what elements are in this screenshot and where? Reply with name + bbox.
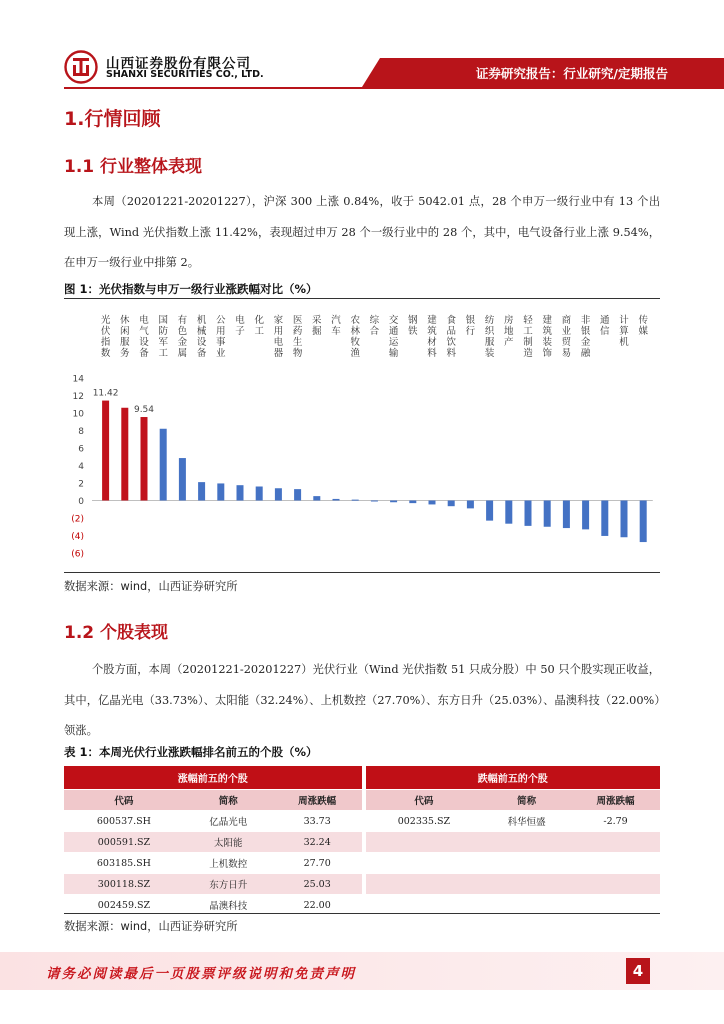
cell-code-down [366,853,483,874]
bar [141,417,148,500]
bar [582,501,589,530]
x-category-label: 色 [177,326,188,337]
x-category-label: 伏 [100,326,111,337]
x-category-label: 用 [273,326,284,337]
cell-code-down [366,874,483,895]
bar [179,458,186,500]
table-row [64,811,660,832]
x-category-label: 有 [177,315,188,326]
y-tick-label: 12 [72,392,84,402]
x-category-label: 设 [139,337,149,348]
x-category-label: 输 [388,348,399,359]
cell-name-down [482,832,571,853]
x-category-label: 商 [561,315,572,326]
x-category-label: 传 [638,315,648,326]
table-row [64,853,660,874]
y-tick-label: (6) [71,549,84,560]
x-category-label: 筑 [427,326,437,337]
x-category-label: 指 [100,337,111,348]
footer-disclaimer: 请务必阅读最后一页股票评级说明和免责声明 [46,966,356,982]
cell-name-down [482,874,571,895]
x-category-label: 料 [427,348,437,359]
x-category-label: 电 [273,337,284,348]
y-tick-label: 14 [72,374,84,385]
cell-name-down [482,853,571,874]
x-category-label: 服 [120,337,130,348]
bar [448,501,455,507]
x-category-label: 建 [427,315,437,326]
cell-code: 603185.SH [64,853,184,874]
bar-chart [64,305,660,567]
company-name-cn: 山西证券股份有限公司 [106,56,251,72]
x-category-label: 通 [388,326,399,337]
x-category-label: 银 [465,315,476,326]
x-category-label: 车 [331,326,341,337]
x-category-label: 建 [542,315,552,326]
table-title: 表 1：本周光伏行业涨跌幅排名前五的个股（%） [64,745,318,759]
x-category-label: 业 [216,348,226,359]
x-category-label: 饰 [542,348,552,359]
cell-code: 002459.SZ [64,895,184,916]
x-category-label: 钢 [408,315,418,326]
cell-pct: 33.73 [273,811,362,832]
bar [352,500,359,501]
table-group-header [64,766,660,790]
x-category-label: 公 [216,315,226,326]
bar [429,501,436,505]
x-category-label: 医 [292,315,303,326]
x-category-label: 用 [216,326,226,337]
x-category-label: 地 [504,326,514,337]
figure-title-rule [64,298,660,299]
x-category-label: 设 [196,337,207,348]
cell-code-down: 002335.SZ [366,811,483,832]
x-category-label: 林 [350,326,360,337]
x-category-label: 防 [158,326,168,337]
x-category-label: 纺 [484,315,495,326]
x-category-label: 务 [120,348,130,359]
bar [333,499,340,501]
cell-pct: 22.00 [273,895,362,916]
x-category-label: 业 [561,326,572,337]
bar [371,501,378,502]
x-category-label: 物 [292,348,303,359]
cell-pct: 25.03 [273,874,362,895]
cell-code: 000591.SZ [64,832,184,853]
x-category-label: 气 [139,326,149,337]
col-code-down: 代码 [366,790,483,811]
x-category-label: 牧 [350,337,360,348]
x-category-label: 药 [292,326,303,337]
col-name-down: 简称 [482,790,571,811]
header-band-accent [362,58,380,87]
x-category-label: 子 [235,326,245,337]
y-tick-label: 0 [78,497,84,507]
x-category-label: 食 [446,315,456,326]
x-category-label: 运 [388,337,399,348]
y-tick-label: (2) [71,514,84,525]
cell-name: 晶澳科技 [184,895,273,916]
group-bottom-label: 跌幅前五的个股 [366,766,660,790]
x-category-label: 事 [216,337,226,348]
company-logo [64,50,274,86]
header-divider [64,87,724,89]
x-category-label: 合 [369,326,380,337]
x-category-label: 交 [388,315,399,326]
y-tick-label: 8 [78,427,84,437]
cell-name: 上机数控 [184,853,273,874]
x-category-label: 装 [542,337,552,348]
bar [467,501,474,509]
x-category-label: 媒 [638,326,648,337]
bar [544,501,551,527]
group-top-label: 涨幅前五的个股 [64,766,362,790]
page-number: 4 [626,958,650,984]
y-tick-label: 4 [78,462,84,472]
company-name-en: SHANXI SECURITIES CO., LTD. [106,69,264,80]
figure-title: 图 1：光伏指数与申万一级行业涨跌幅对比（%） [64,282,318,296]
bar [102,401,109,501]
table-row [64,832,660,853]
cell-pct: 27.70 [273,853,362,874]
cell-pct-down [571,832,660,853]
x-category-label: 轻 [523,315,533,326]
company-logo-icon [64,50,98,84]
section-heading-1-1: 1.1 行业整体表现 [64,157,203,177]
x-category-label: 材 [427,337,437,348]
x-category-label: 国 [158,315,168,326]
x-category-label: 计 [619,315,629,326]
table-column-header [64,790,660,811]
bar [198,482,205,500]
table-bottom-rule [64,913,660,914]
x-category-label: 通 [600,315,610,326]
x-category-label: 服 [484,337,495,348]
bar [390,501,397,503]
x-category-label: 银 [580,326,591,337]
data-label: 9.54 [133,405,155,416]
bar [563,501,570,529]
col-pct: 周涨跌幅 [273,790,362,811]
x-category-label: 饮 [446,337,456,348]
cell-pct-down [571,874,660,895]
x-category-label: 休 [120,315,130,326]
y-tick-label: (4) [71,532,84,542]
x-category-label: 易 [561,348,572,359]
x-category-label: 采 [312,315,322,326]
x-category-label: 制 [523,337,533,348]
x-category-label: 汽 [331,315,341,326]
x-category-label: 织 [484,326,495,337]
x-category-label: 工 [254,326,264,337]
section-heading-1-2: 1.2 个股表现 [64,623,169,643]
x-category-label: 机 [619,337,629,348]
x-category-label: 备 [196,348,207,359]
x-category-label: 装 [484,348,495,359]
report-type: 证券研究报告：行业研究/定期报告 [475,66,668,81]
stock-ranking-table [64,766,660,916]
bar [217,483,224,500]
x-category-label: 融 [580,348,591,359]
cell-pct: 32.24 [273,832,362,853]
x-category-label: 金 [580,337,591,348]
paragraph-industry: 本周（20201221-20201227），沪深 300 上涨 0.84%，收于 5042.01 点，28 个申万一级行业中有 13 个出现上涨，Wind 光伏指数上涨 11.42%，表现超过申万 28 个一级行业中的 28 个，其中，电气设备行业上涨 9.54%，在申万一级行业中排第 2。 [64,195,660,269]
x-category-label: 家 [273,315,284,326]
bar [409,501,416,504]
bar [601,501,608,536]
cell-name: 亿晶光电 [184,811,273,832]
x-category-label: 金 [177,337,188,348]
table-row [64,874,660,895]
y-tick-label: 6 [78,444,84,455]
cell-code: 600537.SH [64,811,184,832]
x-category-label: 备 [139,348,149,359]
x-category-label: 属 [177,348,188,359]
x-category-label: 光 [100,315,111,326]
x-category-label: 铁 [408,326,418,337]
paragraph-stocks: 个股方面，本周（20201221-20201227）光伏行业（Wind 光伏指数 51 只成分股）中 50 只个股实现正收益，其中，亿晶光电（33.73%）、太阳能（32.24%）、上机数控（27.70%）、东方日升（25.03%）、晶澳科技（22.00%）领涨。 [64,663,660,737]
x-category-label: 机 [196,315,207,326]
bar [275,488,282,500]
x-category-label: 军 [158,337,168,348]
cell-name: 太阳能 [184,832,273,853]
x-category-label: 产 [504,337,514,348]
cell-name-down: 科华恒盛 [482,811,571,832]
section-heading-1: 1.行情回顾 [64,108,161,130]
cell-code-down [366,832,483,853]
x-category-label: 造 [523,348,533,359]
x-category-label: 渔 [350,348,360,359]
x-category-label: 品 [446,326,456,337]
col-pct-down: 周涨跌幅 [571,790,660,811]
bar [313,496,320,500]
bar [486,501,493,521]
x-category-label: 贸 [561,337,572,348]
x-category-label: 工 [158,348,168,359]
table-source: 数据来源：wind，山西证券研究所 [64,920,238,933]
cell-pct-down: -2.79 [571,811,660,832]
x-category-label: 非 [580,315,591,326]
bar [525,501,532,526]
col-code: 代码 [64,790,184,811]
y-tick-label: 2 [78,479,84,490]
cell-name: 东方日升 [184,874,273,895]
x-category-label: 行 [465,326,476,337]
figure-bottom-rule [64,572,660,573]
y-tick-label: 10 [72,409,84,420]
x-category-label: 数 [100,348,111,359]
x-category-label: 械 [196,326,207,337]
bar [121,408,128,501]
bar [237,485,244,500]
x-category-label: 电 [139,315,149,326]
x-category-label: 掘 [312,326,322,337]
col-name: 简称 [184,790,273,811]
x-category-label: 工 [523,326,533,337]
x-category-label: 闲 [120,326,130,337]
bar [621,501,628,538]
bar [256,487,263,501]
x-category-label: 筑 [542,326,552,337]
x-category-label: 料 [446,348,456,359]
x-category-label: 生 [292,337,303,348]
x-category-label: 电 [235,315,245,326]
figure-source: 数据来源：wind，山西证券研究所 [64,580,238,593]
data-label: 11.42 [92,388,119,399]
cell-code: 300118.SZ [64,874,184,895]
bar [160,429,167,501]
bar [505,501,512,524]
x-category-label: 房 [504,315,514,326]
x-category-label: 信 [600,326,610,337]
cell-pct-down [571,853,660,874]
x-category-label: 化 [254,315,264,326]
x-category-label: 综 [369,315,380,326]
x-category-label: 器 [273,348,284,359]
x-category-label: 农 [350,315,360,326]
bar [294,489,301,500]
bar [640,501,647,543]
x-category-label: 算 [619,326,629,337]
